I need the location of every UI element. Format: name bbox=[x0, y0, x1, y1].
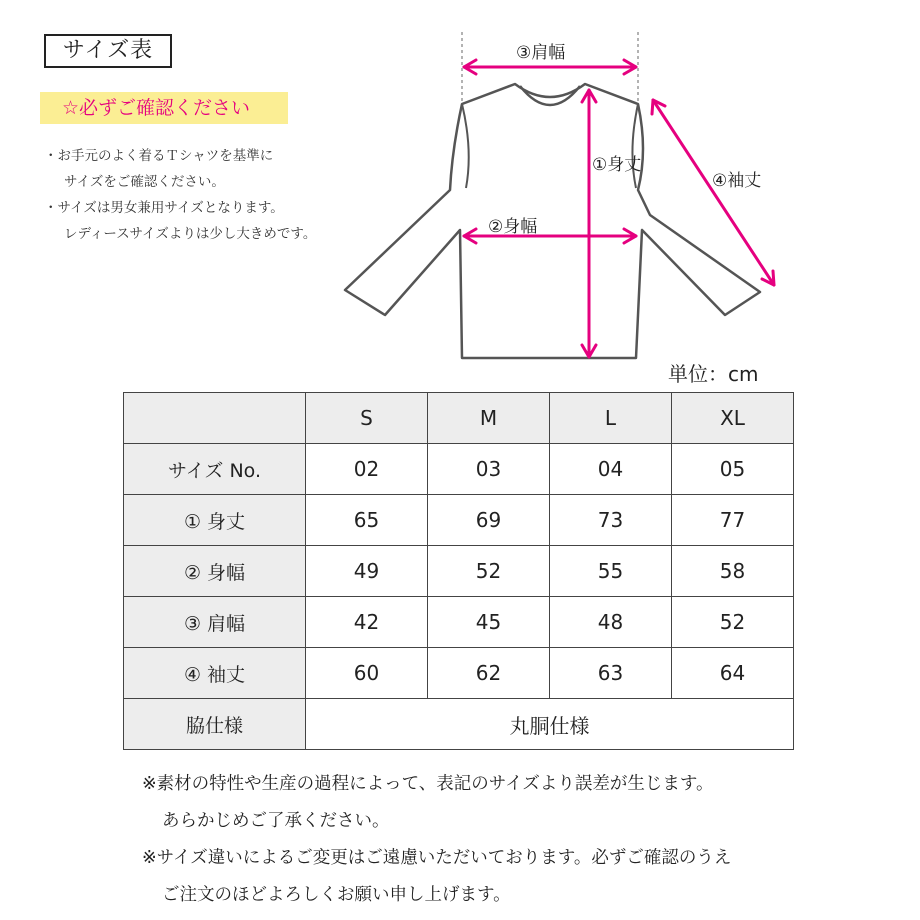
value-cell: 63 bbox=[550, 648, 672, 699]
side-spec-label: 脇仕様 bbox=[124, 699, 306, 750]
row-label-cell: ④ 袖丈 bbox=[124, 648, 306, 699]
value-cell: 49 bbox=[306, 546, 428, 597]
row-label-cell: ① 身丈 bbox=[124, 495, 306, 546]
tshirt-outline bbox=[345, 84, 760, 358]
value-cell: 73 bbox=[550, 495, 672, 546]
notes-list bbox=[44, 143, 316, 247]
page-title: サイズ表 bbox=[44, 34, 172, 68]
table-row-side-spec bbox=[124, 699, 794, 750]
footnote-line: ※サイズ違いによるご変更はご遠慮いただいております。必ずご確認のうえ bbox=[142, 848, 732, 868]
unit-label: 単位：cm bbox=[668, 362, 759, 386]
value-cell: 02 bbox=[306, 444, 428, 495]
value-cell: 69 bbox=[428, 495, 550, 546]
size-header-cell: S bbox=[306, 393, 428, 444]
size-header-cell: XL bbox=[672, 393, 794, 444]
table-corner-cell bbox=[124, 393, 306, 444]
table-row bbox=[124, 648, 794, 699]
row-label-cell: ③ 肩幅 bbox=[124, 597, 306, 648]
table-row bbox=[124, 597, 794, 648]
sleeve-length-label: ④袖丈 bbox=[712, 171, 762, 191]
value-cell: 03 bbox=[428, 444, 550, 495]
value-cell: 60 bbox=[306, 648, 428, 699]
footnote-line: ※素材の特性や生産の過程によって、表記のサイズより誤差が生じます。 bbox=[142, 774, 714, 794]
value-cell: 42 bbox=[306, 597, 428, 648]
side-spec-value: 丸胴仕様 bbox=[306, 699, 794, 750]
note-item: ・サイズは男女兼用サイズとなります。 bbox=[44, 200, 284, 216]
row-label-cell: サイズ No. bbox=[124, 444, 306, 495]
value-cell: 77 bbox=[672, 495, 794, 546]
value-cell: 55 bbox=[550, 546, 672, 597]
note-item-continued: レディースサイズよりは少し大きめです。 bbox=[64, 226, 317, 242]
value-cell: 65 bbox=[306, 495, 428, 546]
footnotes bbox=[142, 766, 731, 914]
value-cell: 62 bbox=[428, 648, 550, 699]
tshirt-diagram bbox=[330, 20, 790, 370]
table-row bbox=[124, 495, 794, 546]
table-row bbox=[124, 546, 794, 597]
value-cell: 52 bbox=[428, 546, 550, 597]
table-row bbox=[124, 444, 794, 495]
body-length-label: ①身丈 bbox=[592, 155, 642, 175]
note-item-continued: サイズをご確認ください。 bbox=[64, 174, 225, 190]
notice-banner: ☆必ずご確認ください bbox=[40, 92, 288, 124]
value-cell: 45 bbox=[428, 597, 550, 648]
size-header-cell: M bbox=[428, 393, 550, 444]
table-header-row bbox=[124, 393, 794, 444]
footnote-line-continued: ご注文のほどよろしくお願い申し上げます。 bbox=[162, 885, 511, 905]
row-label-cell: ② 身幅 bbox=[124, 546, 306, 597]
value-cell: 04 bbox=[550, 444, 672, 495]
body-width-label: ②身幅 bbox=[488, 217, 538, 237]
size-header-cell: L bbox=[550, 393, 672, 444]
note-item: ・お手元のよく着るＴシャツを基準に bbox=[44, 148, 274, 164]
size-table bbox=[123, 392, 794, 750]
footnote-line-continued: あらかじめご了承ください。 bbox=[162, 811, 390, 831]
value-cell: 05 bbox=[672, 444, 794, 495]
value-cell: 52 bbox=[672, 597, 794, 648]
value-cell: 64 bbox=[672, 648, 794, 699]
value-cell: 48 bbox=[550, 597, 672, 648]
value-cell: 58 bbox=[672, 546, 794, 597]
shoulder-width-label: ③肩幅 bbox=[516, 43, 566, 63]
